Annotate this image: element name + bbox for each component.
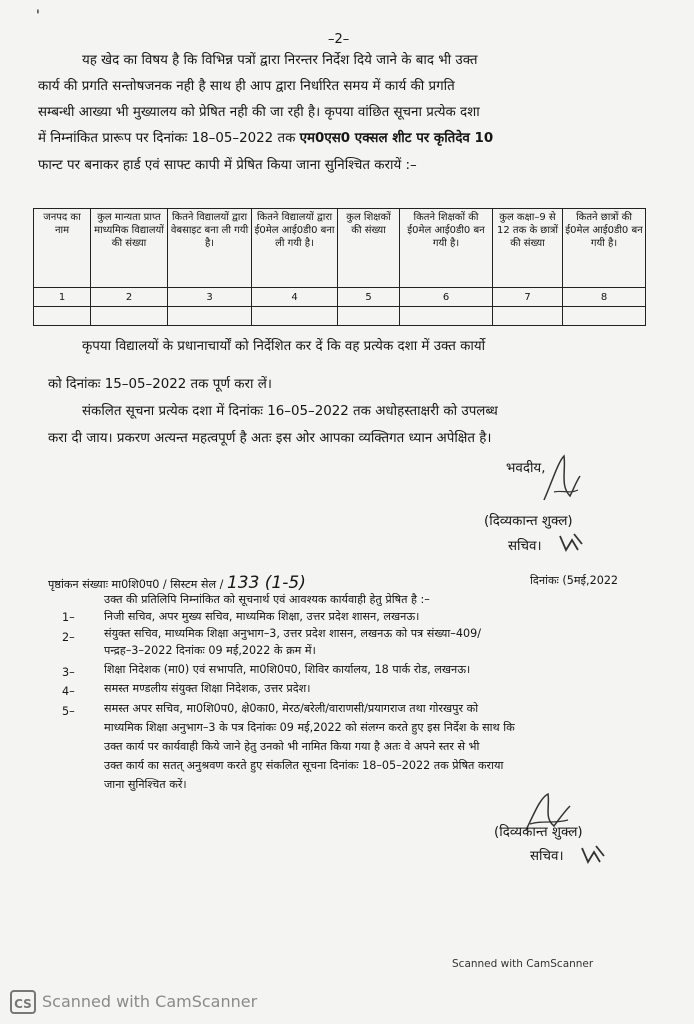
signatory-designation: सचिव। xyxy=(508,539,542,554)
table-number-cell: 7 xyxy=(493,288,563,307)
table-header-cell: कितने छात्रों की ई0मेल आई0डी0 बन गयी है। xyxy=(563,209,646,288)
endorsement-intro: उक्त की प्रतिलिपि निम्नांकित को सूचनार्थ एवं आवश्यक कार्यवाही हेतु प्रेषित है :– xyxy=(104,593,430,606)
para1-line3: सम्बन्धी आख्या भी मुख्यालय को प्रेषित नही की जा रही है। कृपया वांछित सूचना प्रत्येक दशा xyxy=(38,105,480,120)
page-number: –2– xyxy=(328,32,350,47)
table-header-cell: कुल मान्यता प्राप्त माध्यमिक विद्यालयों की संख्या xyxy=(91,209,168,288)
table-number-cell: 4 xyxy=(252,288,338,307)
table-number-cell: 5 xyxy=(338,288,400,307)
signature-mark xyxy=(540,452,584,508)
para1-line5: फान्ट पर बनाकर हार्ड एवं साफ्ट कापी में प्रेषित किया जाना सुनिश्चित करायें :– xyxy=(38,158,417,173)
table-empty-cell xyxy=(252,307,338,326)
table-empty-cell xyxy=(168,307,252,326)
list-item-number: 2– xyxy=(62,631,75,644)
endorsement-date-label: दिनांकः xyxy=(530,574,559,587)
list-item-line: समस्त अपर सचिव, मा0शि0प0, क्षे0का0, मेरठ/बरेली/वाराणसी/प्रयागराज तथा गोरखपुर को xyxy=(104,702,479,715)
table-number-row xyxy=(34,288,646,307)
table-header-cell: कितने विद्यालयों द्वारा ई0मेल आई0डी0 बना ली गयी है। xyxy=(252,209,338,288)
initials-mark xyxy=(556,532,586,554)
table-number-cell: 3 xyxy=(168,288,252,307)
closing-text: भवदीय, xyxy=(506,461,546,476)
endorsement-number xyxy=(48,573,306,593)
list-item-line: पन्द्रह–3–2022 दिनांकः 09 मई,2022 के क्रम में। xyxy=(104,644,316,657)
list-item-line: उक्त कार्य का सतत् अनुश्रवण करते हुए संकलित सूचना दिनांकः 18–05–2022 तक प्रेषित कराया xyxy=(104,759,504,772)
table-header-cell: कुल शिक्षकों की संख्या xyxy=(338,209,400,288)
table-empty-cell xyxy=(493,307,563,326)
handwritten-number: 133 (1-5) xyxy=(226,573,306,593)
para1-line4-bold: एम0एस0 एक्सल शीट पर कृतिदेव 10 xyxy=(299,131,494,146)
table-header-row xyxy=(34,209,646,288)
list-item-line: उक्त कार्य पर कार्यवाही किये जाने हेतु उनको भी नामित किया गया है अतः वे अपने स्तर से भी xyxy=(104,740,480,753)
table-empty-cell xyxy=(91,307,168,326)
endorsement-date xyxy=(530,573,618,588)
scanner-watermark-outer: Scanned with CamScanner xyxy=(42,992,258,1011)
format-table xyxy=(33,208,646,326)
endorsement-date-value: (5मई,2022 xyxy=(562,574,619,587)
camscanner-logo-icon: CS xyxy=(10,990,36,1014)
table-header-cell: कुल कक्षा–9 से 12 तक के छात्रों की संख्या xyxy=(493,209,563,288)
list-item-line: जाना सुनिश्चित करें। xyxy=(104,778,187,791)
list-item-number: 3– xyxy=(62,666,75,679)
table-empty-cell xyxy=(338,307,400,326)
para1-line4 xyxy=(38,128,493,146)
scanner-watermark-inner: Scanned with CamScanner xyxy=(452,958,594,970)
para2-line1: कृपया विद्यालयों के प्रधानाचार्यों को निर्देशित कर दें कि वह प्रत्येक दशा में उक्त कार्यो xyxy=(82,339,486,354)
list-item-line: समस्त मण्डलीय संयुक्त शिक्षा निदेशक, उत्तर प्रदेश। xyxy=(104,682,311,695)
signatory-name: (दिव्यकान्त शुक्ल) xyxy=(484,514,573,529)
para3-line1: संकलित सूचना प्रत्येक दशा में दिनांकः 16–05–2022 तक अधोहस्ताक्षरी को उपलब्ध xyxy=(82,404,498,419)
table-header-cell: कितने विद्यालयों द्वारा वेबसाइट बना ली गयी है। xyxy=(168,209,252,288)
table-number-cell: 8 xyxy=(563,288,646,307)
para3-line2: करा दी जाय। प्रकरण अत्यन्त महत्वपूर्ण है अतः इस ओर आपका व्यक्तिगत ध्यान अपेक्षित है। xyxy=(48,431,492,446)
table-empty-cell xyxy=(34,307,91,326)
initials-mark xyxy=(578,844,608,866)
signatory-name-2: (दिव्यकान्त शुक्ल) xyxy=(494,825,583,840)
para1-line1: यह खेद का विषय है कि विभिन्न पत्रों द्वारा निरन्तर निर्देश दिये जाने के बाद भी उक्त xyxy=(82,53,478,68)
para2-line2: को दिनांकः 15–05–2022 तक पूर्ण करा लें। xyxy=(48,377,272,392)
para1-line4-text: में निम्नांकित प्रारूप पर दिनांकः 18–05–2022 तक xyxy=(38,131,296,146)
table-empty-cell xyxy=(400,307,493,326)
list-item-line: शिक्षा निदेशक (मा0) एवं सभापति, मा0शि0प0, शिविर कार्यालय, 18 पार्क रोड, लखनऊ। xyxy=(104,663,471,676)
table-number-cell: 1 xyxy=(34,288,91,307)
list-item-number: 5– xyxy=(62,705,75,718)
list-item-number: 4– xyxy=(62,685,75,698)
list-item-line: निजी सचिव, अपर मुख्य सचिव, माध्यमिक शिक्षा, उत्तर प्रदेश शासन, लखनऊ। xyxy=(104,610,420,623)
list-item-number: 1– xyxy=(62,611,75,624)
signatory-designation-2: सचिव। xyxy=(530,849,564,864)
para1-line2: कार्य की प्रगति सन्तोषजनक नही है साथ ही आप द्वारा निर्धारित समय में कार्य की प्रगति xyxy=(38,79,455,94)
table-empty-cell xyxy=(563,307,646,326)
endorsement-number-text: पृष्ठांकन संख्याः मा0शि0प0 / सिस्टम सेल / xyxy=(48,578,224,591)
table-header-cell: जनपद का नाम xyxy=(34,209,91,288)
table-header-cell: कितने शिक्षकों की ई0मेल आई0डी0 बन गयी है। xyxy=(400,209,493,288)
table-number-cell: 2 xyxy=(91,288,168,307)
list-item-line: संयुक्त सचिव, माध्यमिक शिक्षा अनुभाग–3, उत्तर प्रदेश शासन, लखनऊ को पत्र संख्या–409/ xyxy=(104,627,481,640)
table-number-cell: 6 xyxy=(400,288,493,307)
corner-mark: ' xyxy=(36,8,40,24)
list-item-line: माध्यमिक शिक्षा अनुभाग–3 के पत्र दिनांकः 09 मई,2022 को संलग्न करते हुए इस निर्देश के साथ कि xyxy=(104,721,515,734)
table-empty-row xyxy=(34,307,646,326)
